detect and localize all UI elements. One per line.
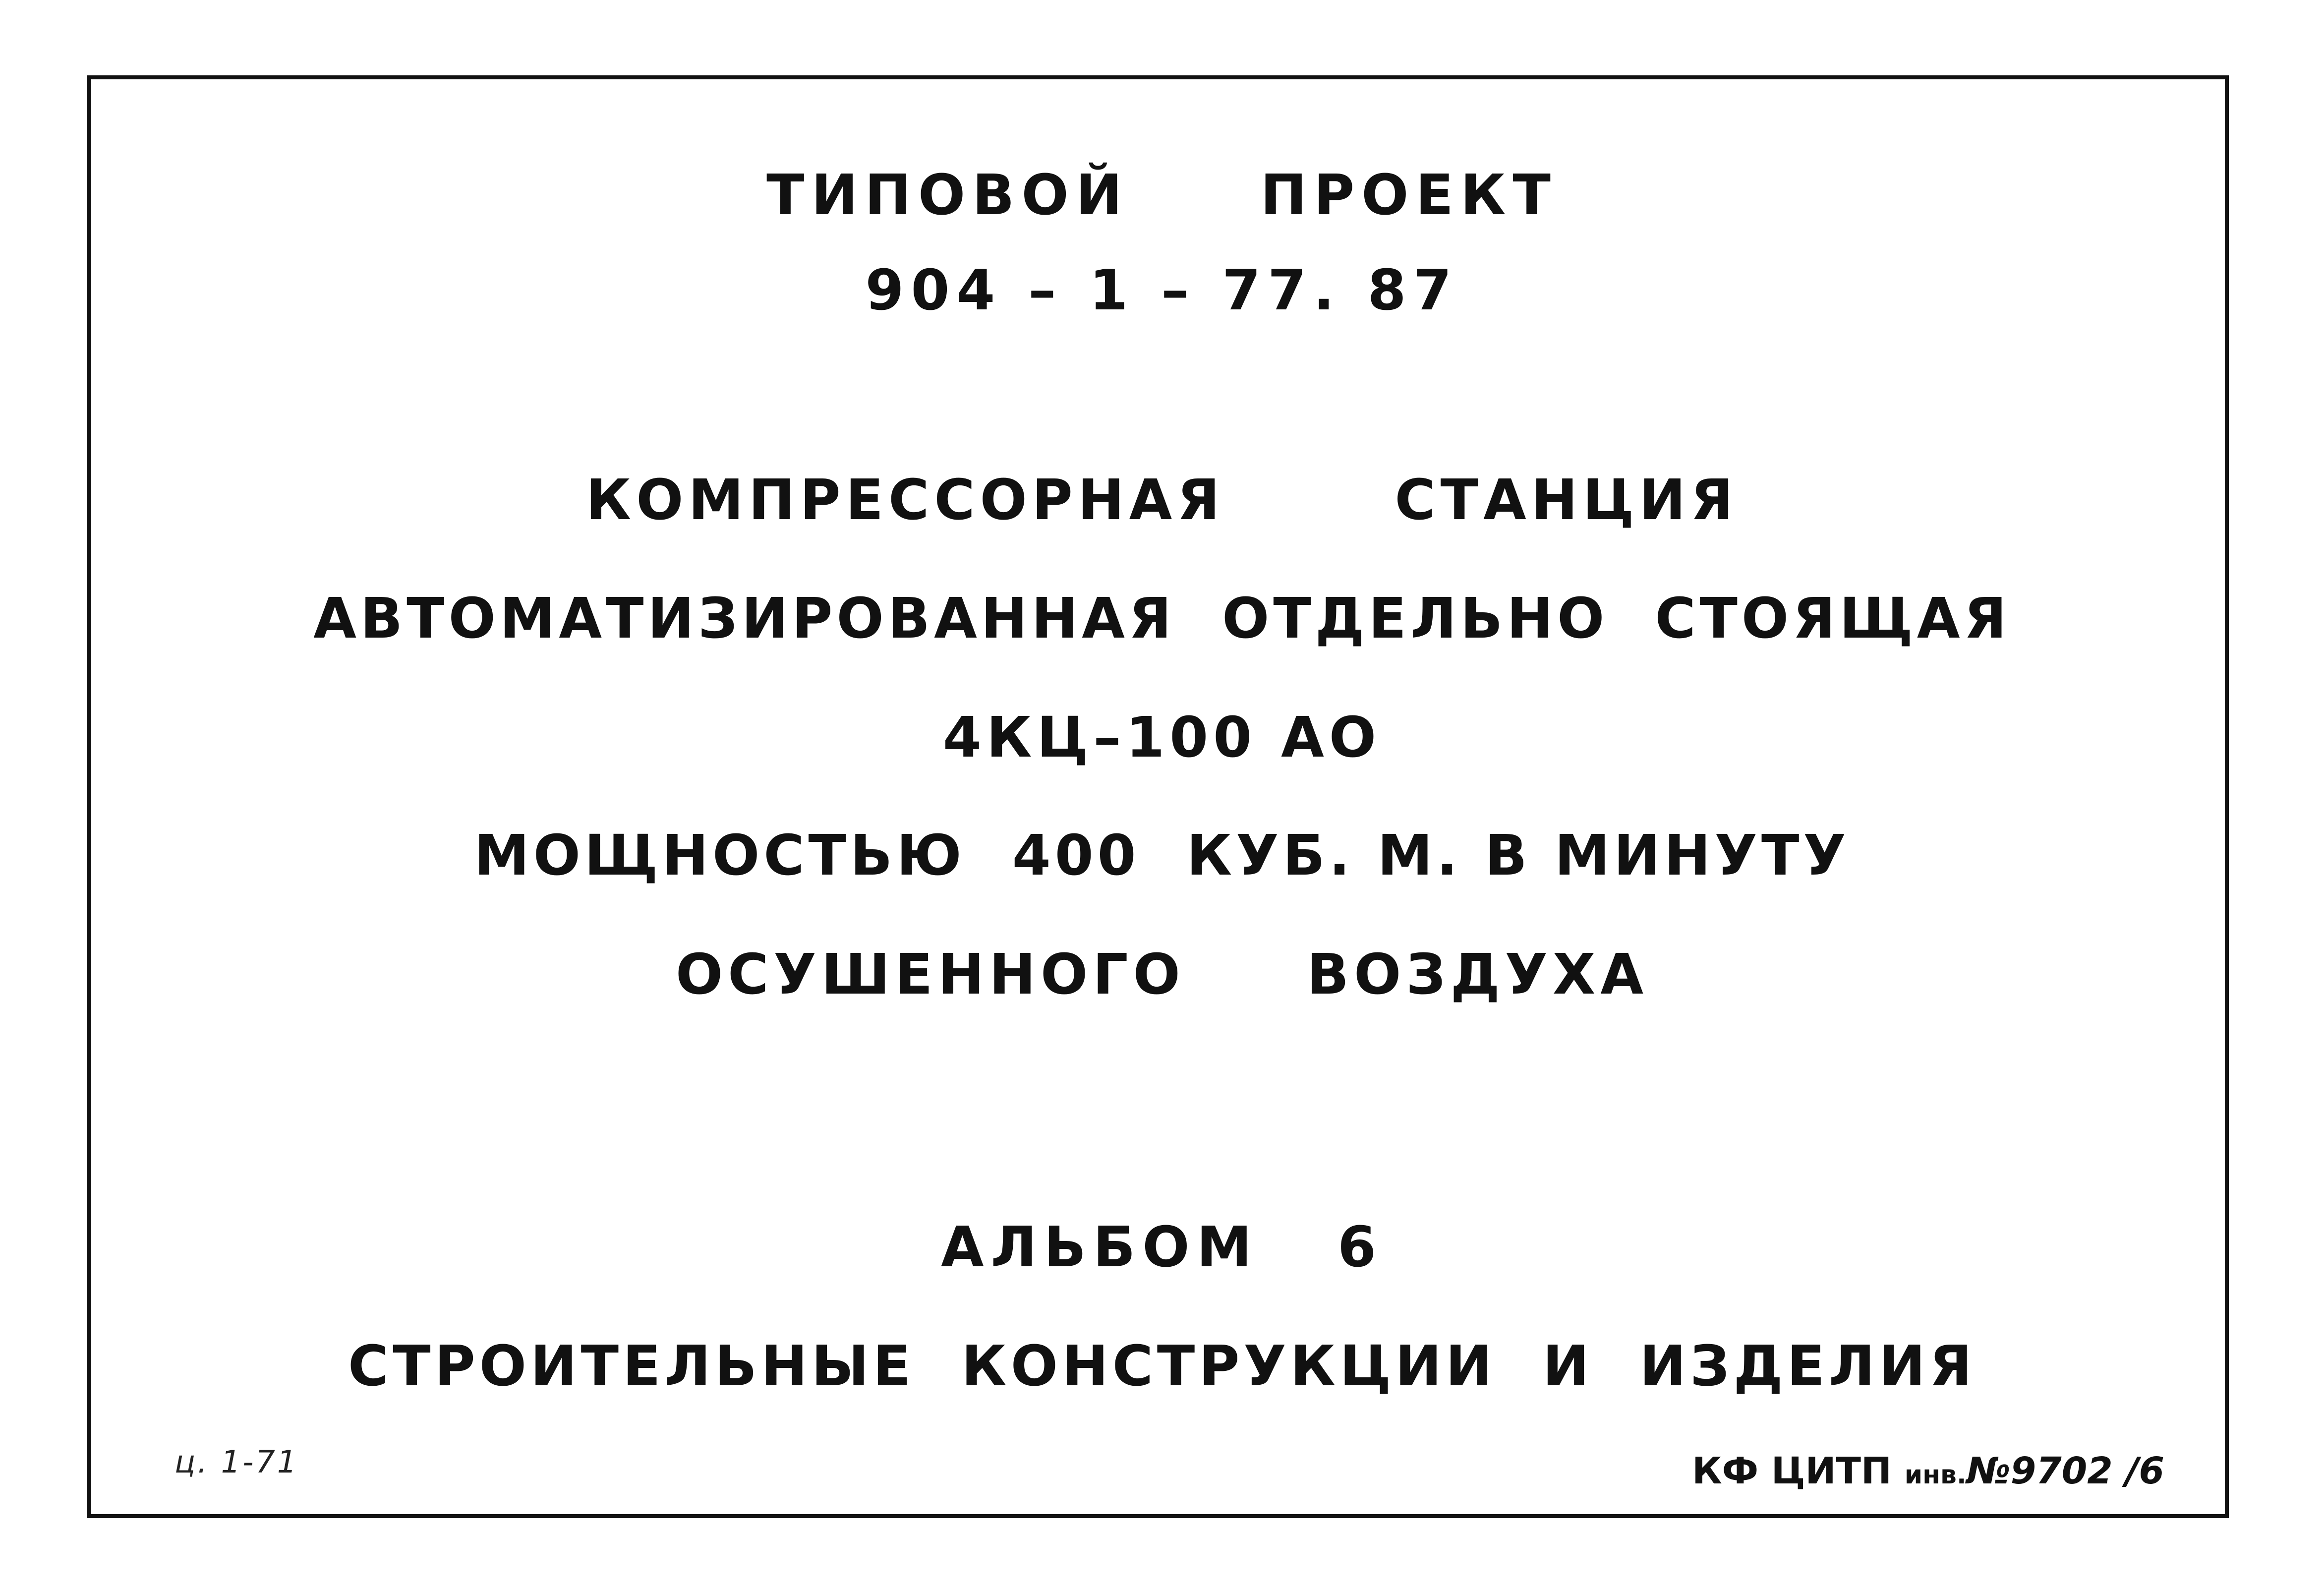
project-code: 904 – 1 – 77. 87	[865, 258, 1459, 323]
organization-label: КФ ЦИТП	[1692, 1450, 1892, 1492]
section-title: СТРОИТЕЛЬНЫЕ КОНСТРУКЦИИ И ИЗДЕЛИЯ	[348, 1334, 1976, 1399]
album-number: АЛЬБОМ 6	[940, 1215, 1383, 1280]
inventory-label: инв.	[1904, 1460, 1967, 1490]
title-line-model: 4КЦ–100 АО	[942, 706, 1382, 770]
inventory-number: №9702 /6	[1966, 1450, 2164, 1492]
heading-typical-project: ТИПОВОЙ ПРОЕКТ	[766, 163, 1558, 228]
title-line-dried-air: ОСУШЕННОГО ВОЗДУХА	[675, 943, 1649, 1007]
title-line-automated: АВТОМАТИЗИРОВАННАЯ ОТДЕЛЬНО СТОЯЩАЯ	[313, 587, 2011, 651]
title-line-capacity: МОЩНОСТЬЮ 400 КУБ. М. В МИНУТУ	[474, 824, 1850, 888]
inventory-stamp	[1692, 1450, 2164, 1492]
handwritten-note: ц. 1-71	[174, 1444, 299, 1480]
title-line-compressor-station: КОМПРЕССОРНАЯ СТАНЦИЯ	[585, 468, 1739, 532]
